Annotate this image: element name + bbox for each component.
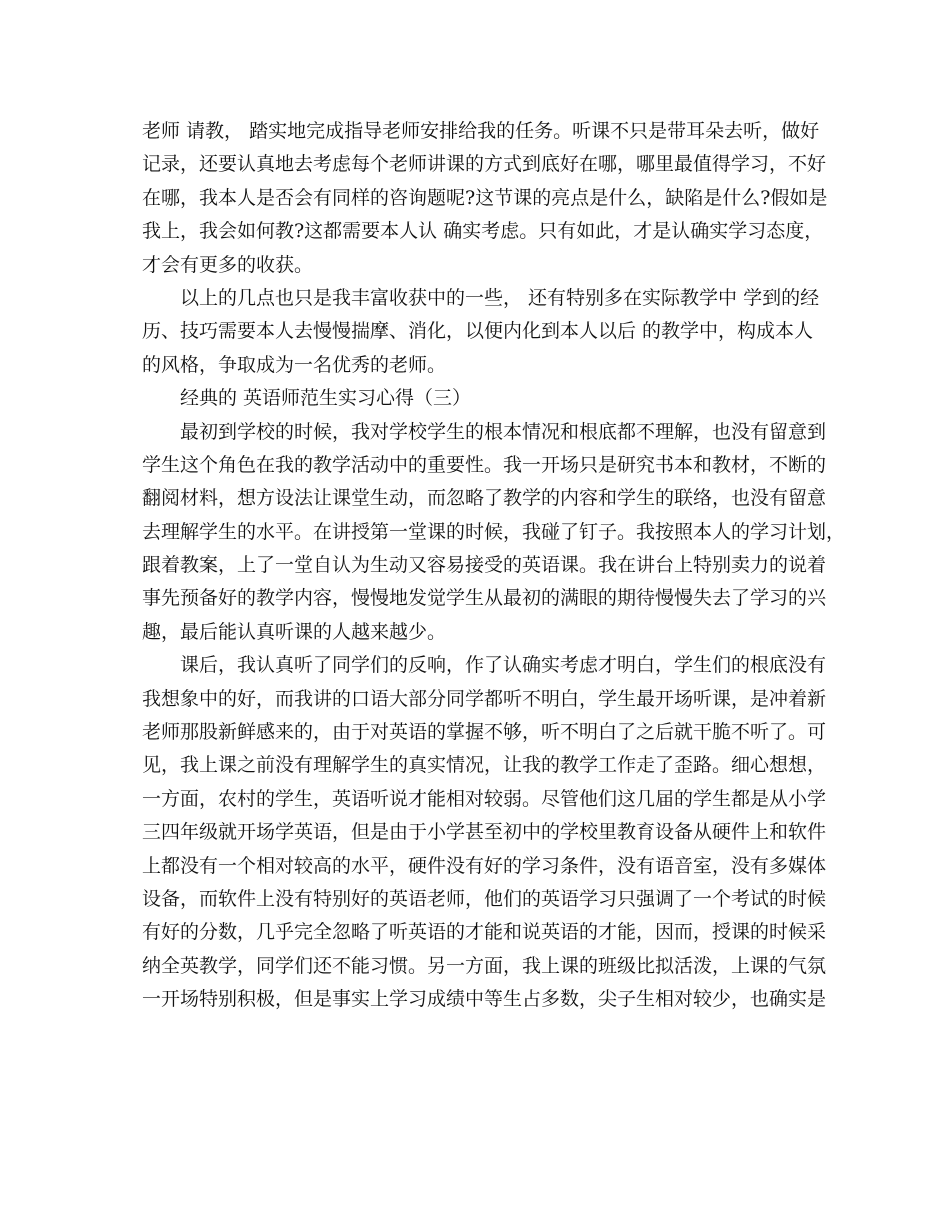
text-line: 的风格，争取成为一名优秀的老师。: [142, 353, 447, 376]
text-line: 事先预备好的教学内容，慢慢地发觉学生从最初的满眼的期待慢慢失去了学习的兴: [142, 587, 827, 610]
text-line: 有好的分数，几乎完全忽略了听英语的才能和说英语的才能，因而，授课的时候采: [142, 921, 827, 944]
text-line: 翻阅材料，想方设法让课堂生动，而忽略了教学的内容和学生的联络，也没有留意: [142, 487, 827, 510]
text-line: 我想象中的好，而我讲的口语大部分同学都听不明白，学生最开场听课，是冲着新: [142, 687, 827, 710]
text-line: 趣，最后能认真听课的人越来越少。: [142, 620, 447, 643]
text-line: 我上，我会如何教?这都需要本人认 确实考虑。只有如此，才是认确实学习态度，: [142, 220, 824, 243]
text-line: 跟着教案，上了一堂自认为生动又容易接受的英语课。我在讲台上特别卖力的说着: [142, 554, 827, 577]
text-line: 学生这个角色在我的教学活动中的重要性。我一开场只是研究书本和教材，不断的: [142, 453, 827, 476]
text-line: 一开场特别积极，但是事实上学习成绩中等生占多数，尖子生相对较少，也确实是: [142, 988, 827, 1011]
text-line: 历、技巧需要本人去慢慢揣摩、消化，以便内化到本人以后 的教学中，构成本人: [142, 320, 814, 343]
text-line: 记录，还要认真地去考虑每个老师讲课的方式到底好在哪，哪里最值得学习，不好: [142, 153, 827, 176]
text-line: 上都没有一个相对较高的水平，硬件没有好的学习条件，没有语音室，没有多媒体: [142, 854, 827, 877]
text-line: 才会有更多的收获。: [142, 253, 314, 276]
text-line: 纳全英教学，同学们还不能习惯。另一方面，我上课的班级比拟活泼，上课的气氛: [142, 954, 827, 977]
text-line: 一方面，农村的学生，英语听说才能相对较弱。尽管他们这几届的学生都是从小学: [142, 787, 827, 810]
text-line: 老师 请教， 踏实地完成指导老师安排给我的任务。听课不只是带耳朵去听，做好: [142, 120, 820, 142]
text-line: 设备，而软件上没有特别好的英语老师，他们的英语学习只强调了一个考试的时候: [142, 887, 827, 910]
text-line: 经典的 英语师范生实习心得（三）: [180, 387, 472, 410]
text-line: 老师那股新鲜感来的，由于对英语的掌握不够，听不明白了之后就干脆不听了。可: [142, 721, 827, 744]
text-line: 见，我上课之前没有理解学生的真实情况，让我的教学工作走了歪路。细心想想，: [142, 754, 827, 777]
text-line: 在哪，我本人是否会有同样的咨询题呢?这节课的亮点是什么，缺陷是什么?假如是: [142, 186, 828, 209]
text-line: 课后，我认真听了同学们的反响，作了认确实考虑才明白，学生们的根底没有: [180, 654, 827, 677]
document-body: [142, 115, 846, 1017]
text-line: 去理解学生的水平。在讲授第一堂课的时候，我碰了钉子。我按照本人的学习计划，: [142, 520, 846, 543]
text-line: 三四年级就开场学英语，但是由于小学甚至初中的学校里教育设备从硬件上和软件: [142, 821, 827, 844]
text-line: 最初到学校的时候，我对学校学生的根本情况和根底都不理解，也没有留意到: [180, 420, 827, 443]
text-line: 以上的几点也只是我丰富收获中的一些， 还有特别多在实际教学中 学到的经: [180, 286, 820, 309]
